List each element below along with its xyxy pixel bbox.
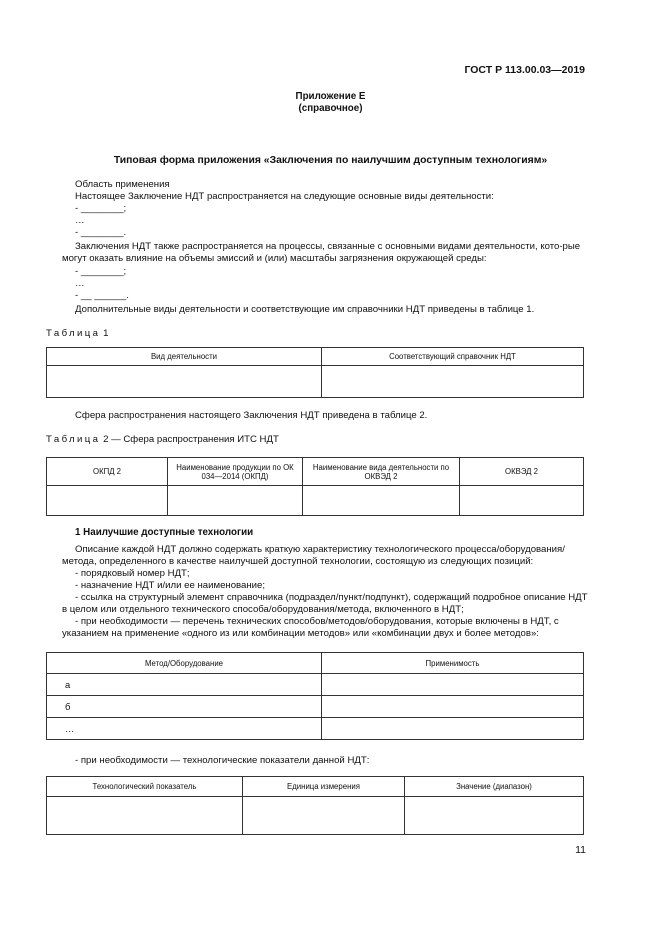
- section1-item: - порядковый номер НДТ;: [75, 568, 190, 579]
- section1-item: - ссылка на структурный элемент справочника (подраздел/пункт/подпункт), содержащий подробное описание НДТ в целом или отдельного технического способа/оборудования/метода, включенного в НДТ;: [62, 592, 588, 616]
- table3: [46, 652, 584, 740]
- list1-item: - ________.: [75, 227, 127, 238]
- table4-cell: [405, 797, 584, 835]
- page-number: 11: [575, 844, 586, 856]
- form-title: Типовая форма приложения «Заключения по наилучшим доступным технологиям»: [113, 155, 548, 166]
- table4-header: Технологический показатель: [47, 777, 243, 797]
- appendix-title: Приложение Е: [295, 91, 366, 102]
- table1-header: Соответствующий справочник НДТ: [322, 348, 584, 366]
- table2-cell: [303, 486, 460, 516]
- table2-header: ОКВЭД 2: [460, 458, 584, 486]
- sphere-text: Сфера распространения настоящего Заключения НДТ приведена в таблице 2.: [75, 410, 428, 421]
- scope-text: Настоящее Заключение НДТ распространяется на следующие основные виды деятельности:: [75, 191, 494, 202]
- section1-intro: Описание каждой НДТ должно содержать краткую характеристику технологического процесса/оборудования/метода, определенного в качестве наилучшей доступной технологии, состоящую из следующих позиций:: [62, 544, 565, 568]
- section1-item: - назначение НДТ и/или ее наименование;: [75, 580, 266, 591]
- scope-label: Область применения: [75, 179, 170, 190]
- list1-item: - ________;: [75, 203, 127, 214]
- table2-header: ОКПД 2: [47, 458, 168, 486]
- table2-caption-num: 2: [103, 434, 109, 445]
- document-code: ГОСТ Р 113.00.03—2019: [464, 64, 585, 76]
- table4-cell: [47, 797, 243, 835]
- tech-text: - при необходимости — технологические показатели данной НДТ:: [75, 755, 370, 766]
- table3-row-label: б: [47, 696, 322, 718]
- list2-item: - ________;: [75, 266, 127, 277]
- table1-caption-word: Таблица: [46, 328, 101, 339]
- table1-caption-num: 1: [103, 328, 109, 339]
- table2-header: Наименование продукции по ОК 034—2014 (ОКПД): [168, 458, 303, 486]
- table1-cell: [47, 366, 322, 398]
- table2-cell: [460, 486, 584, 516]
- table3-row-label: …: [47, 718, 322, 740]
- table1-cell: [322, 366, 584, 398]
- table3-cell: [322, 718, 584, 740]
- table3-cell: [322, 696, 584, 718]
- table1-caption: [46, 328, 108, 339]
- table4-cell: [243, 797, 405, 835]
- table4-header: Значение (диапазон): [405, 777, 584, 797]
- table2-cell: [168, 486, 303, 516]
- table4-header: Единица измерения: [243, 777, 405, 797]
- table4: [46, 776, 584, 835]
- table3-row-label: а: [47, 674, 322, 696]
- table2-caption-word: Таблица: [46, 434, 101, 445]
- table3-header: Метод/Оборудование: [47, 653, 322, 674]
- additional-text: Дополнительные виды деятельности и соответствующие им справочники НДТ приведены в таблице 1.: [75, 304, 535, 315]
- appendix-subtitle: (справочное): [298, 103, 363, 114]
- table2-cell: [47, 486, 168, 516]
- table3-header: Применимость: [322, 653, 584, 674]
- also-text: Заключения НДТ также распространяется на процессы, связанные с основными видами деятельности, кото-рые могут оказать влияние на объемы эмиссий и (или) масштабы загрязнения окружающей среды:: [62, 241, 581, 265]
- table2-header: Наименование вида деятельности по ОКВЭД 2: [303, 458, 460, 486]
- section1-item: - при необходимости — перечень технических способов/методов/оборудования, которые включены в НДТ, с указанием на применение «одного из или комбинации методов» или «комбинации двух и более методов»:: [62, 616, 559, 640]
- table1: [46, 347, 584, 398]
- table1-header: Вид деятельности: [47, 348, 322, 366]
- list2-item: - __ ______.: [75, 290, 129, 301]
- table2-caption: [46, 434, 279, 445]
- section1-title: 1 Наилучшие доступные технологии: [75, 527, 254, 538]
- table2-caption-rest: — Сфера распространения ИТС НДТ: [111, 434, 279, 445]
- table2: [46, 457, 584, 516]
- list2-item: …: [75, 278, 85, 289]
- table3-cell: [322, 674, 584, 696]
- list1-item: …: [75, 215, 85, 226]
